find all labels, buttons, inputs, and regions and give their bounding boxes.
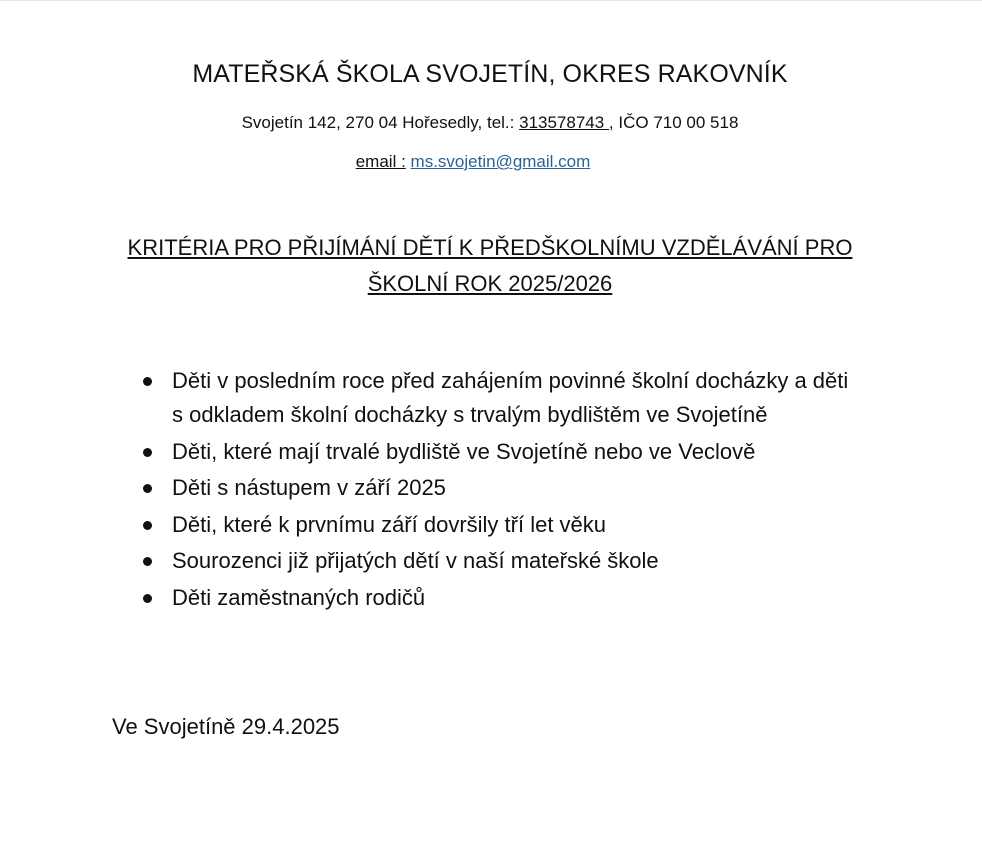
email-link[interactable]: ms.svojetin@gmail.com: [410, 152, 591, 171]
criteria-text: Děti, které mají trvalé bydliště ve Svojetíně nebo ve Veclově: [172, 438, 756, 464]
place-and-date: Ve Svojetíně 29.4.2025: [112, 714, 340, 739]
bullet-icon: [143, 448, 152, 457]
school-name-heading: MATEŘSKÁ ŠKOLA SVOJETÍN, OKRES RAKOVNÍK: [192, 60, 788, 88]
criteria-item: [140, 435, 860, 469]
document-title-line-1: KRITÉRIA PRO PŘIJÍMÁNÍ DĚTÍ K PŘEDŠKOLNÍMU VZDĚLÁVÁNÍ PRO: [127, 235, 853, 260]
criteria-item: [140, 471, 860, 505]
criteria-text: Děti v posledním roce před zahájením povinné školní docházky a děti s odkladem školní docházky s trvalým bydlištěm ve Svojetíně: [172, 368, 849, 427]
criteria-item: [140, 364, 860, 432]
address-line: [0, 113, 980, 133]
page-top-border: [0, 0, 982, 1]
email-line: [0, 152, 946, 172]
document-title-line-2: ŠKOLNÍ ROK 2025/2026: [367, 271, 613, 296]
bullet-icon: [143, 521, 152, 530]
phone-number: 313578743 ,: [519, 113, 614, 132]
address-text: Svojetín 142, 270 04 Hořesedly, tel.:: [241, 113, 520, 132]
criteria-item: [140, 581, 860, 615]
criteria-item: [140, 508, 860, 542]
document-title: [100, 230, 880, 302]
criteria-item: [140, 544, 860, 578]
bullet-icon: [143, 594, 152, 603]
criteria-text: Děti, které k prvnímu září dovršily tří let věku: [172, 511, 607, 537]
criteria-text: Děti zaměstnaných rodičů: [172, 584, 426, 610]
bullet-icon: [143, 557, 152, 566]
criteria-list: [140, 364, 860, 617]
bullet-icon: [143, 377, 152, 386]
ico-text: IČO 710 00 518: [613, 113, 739, 132]
email-label: email :: [355, 152, 406, 171]
criteria-text: Děti s nástupem v září 2025: [172, 475, 446, 500]
criteria-text: Sourozenci již přijatých dětí v naší mateřské škole: [172, 548, 659, 573]
bullet-icon: [143, 484, 152, 493]
